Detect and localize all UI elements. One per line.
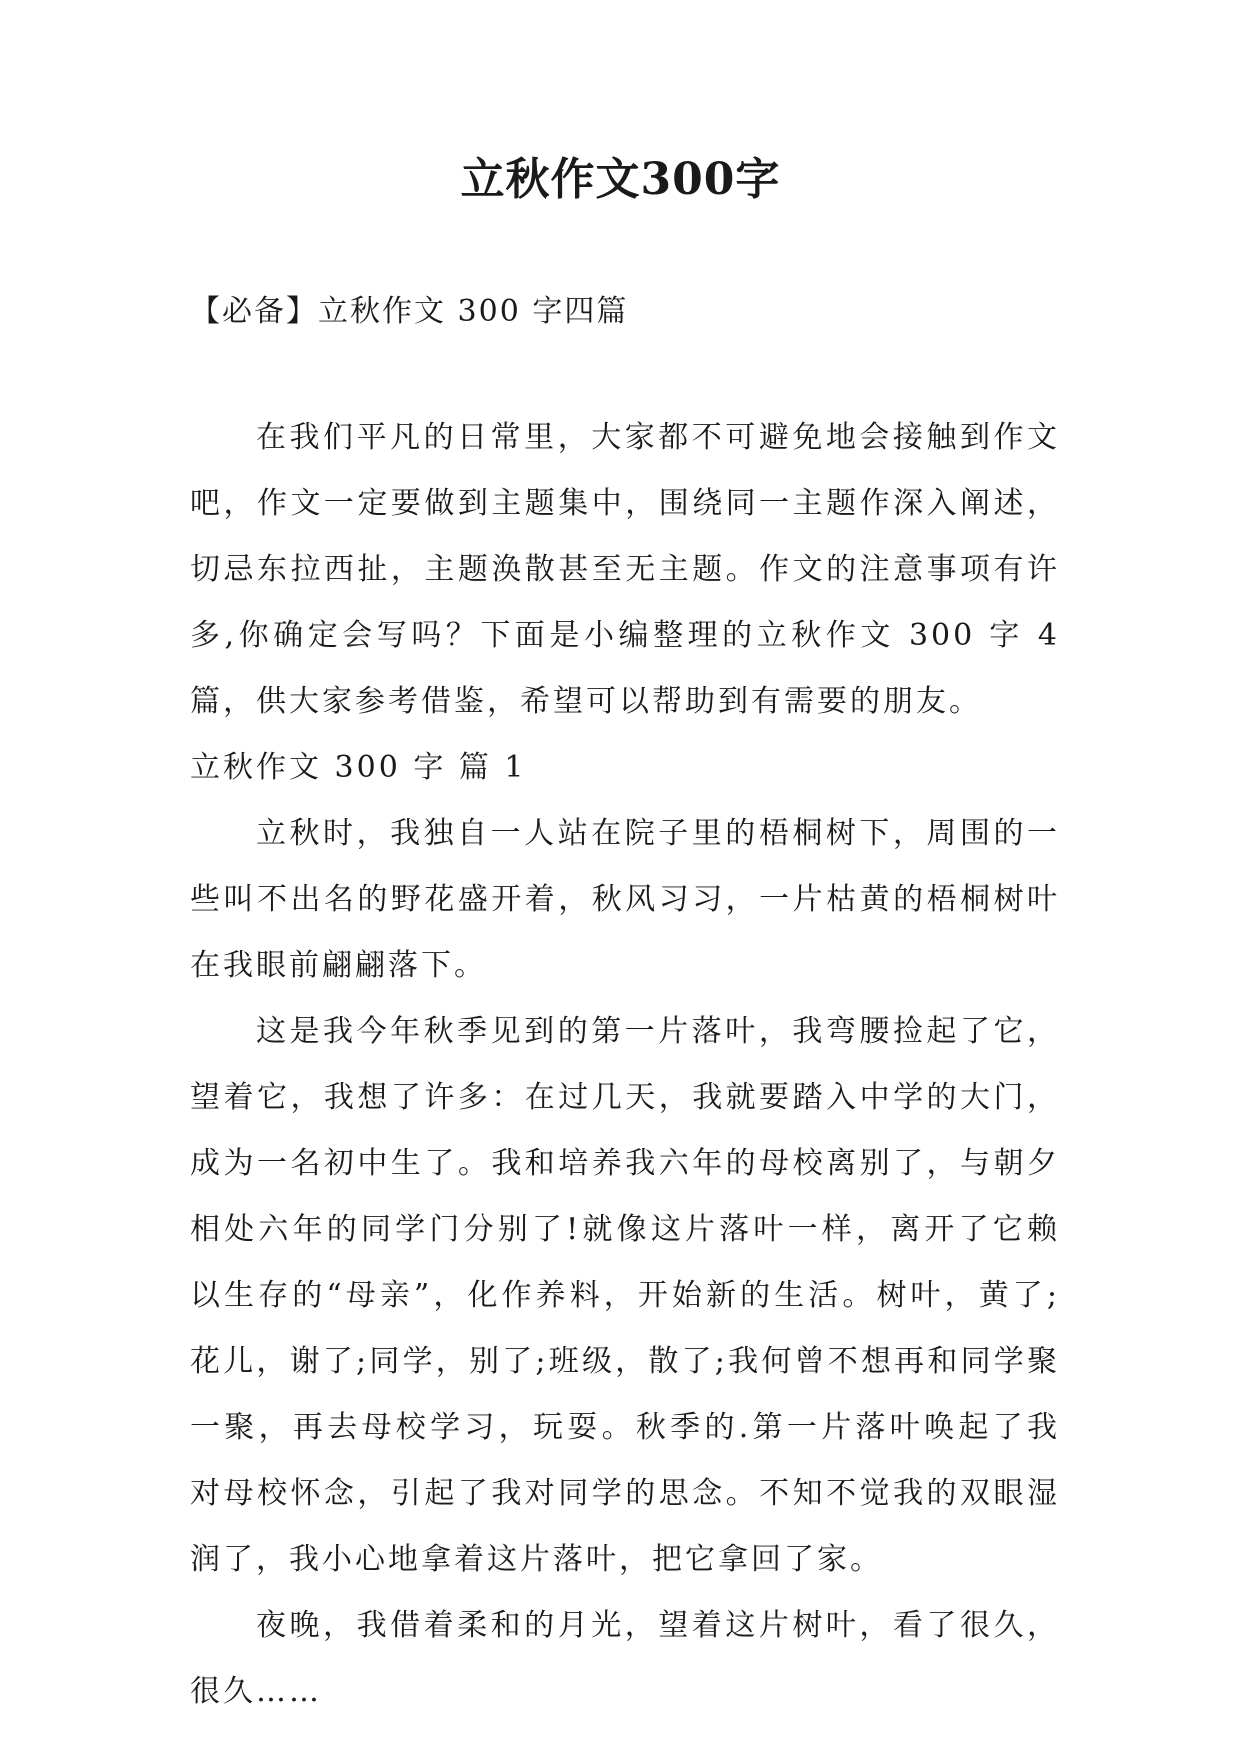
document-subtitle: 【必备】立秋作文 300 字四篇 <box>190 294 629 329</box>
body-paragraph: 立秋时，我独自一人站在院子里的梧桐树下，周围的一些叫不出名的野花盛开着，秋风习习，一片枯黄的梧桐树叶在我眼前翩翩落下。 <box>190 816 1060 983</box>
section-heading: 立秋作文 300 字 篇 1 <box>190 750 527 785</box>
body-paragraph: 这是我今年秋季见到的第一片落叶，我弯腰捡起了它，望着它，我想了许多：在过几天，我就要踏入中学的大门，成为一名初中生了。我和培养我六年的母校离别了，与朝夕相处六年的同学门分别了!就像这片落叶一样，离开了它赖以生存的“母亲”，化作养料，开始新的生活。树叶，黄了;花儿，谢了;同学，别了;班级，散了;我何曾不想再和同学聚一聚，再去母校学习，玩耍。秋季的.第一片落叶唤起了我对母校怀念，引起了我对同学的思念。不知不觉我的双眼湿润了，我小心地拿着这片落叶，把它拿回了家。 <box>190 1014 1060 1577</box>
body-paragraph: 夜晚，我借着柔和的月光，望着这片树叶，看了很久，很久…… <box>190 1608 1060 1709</box>
document-title: 立秋作文300字 <box>460 154 781 205</box>
intro-paragraph: 在我们平凡的日常里，大家都不可避免地会接触到作文吧，作文一定要做到主题集中，围绕同一主题作深入阐述，切忌东拉西扯，主题涣散甚至无主题。作文的注意事项有许多,你确定会写吗？下面是小编整理的立秋作文 300 字 4 篇，供大家参考借鉴，希望可以帮助到有需要的朋友。 <box>190 420 1060 719</box>
document-body <box>190 405 1060 1725</box>
